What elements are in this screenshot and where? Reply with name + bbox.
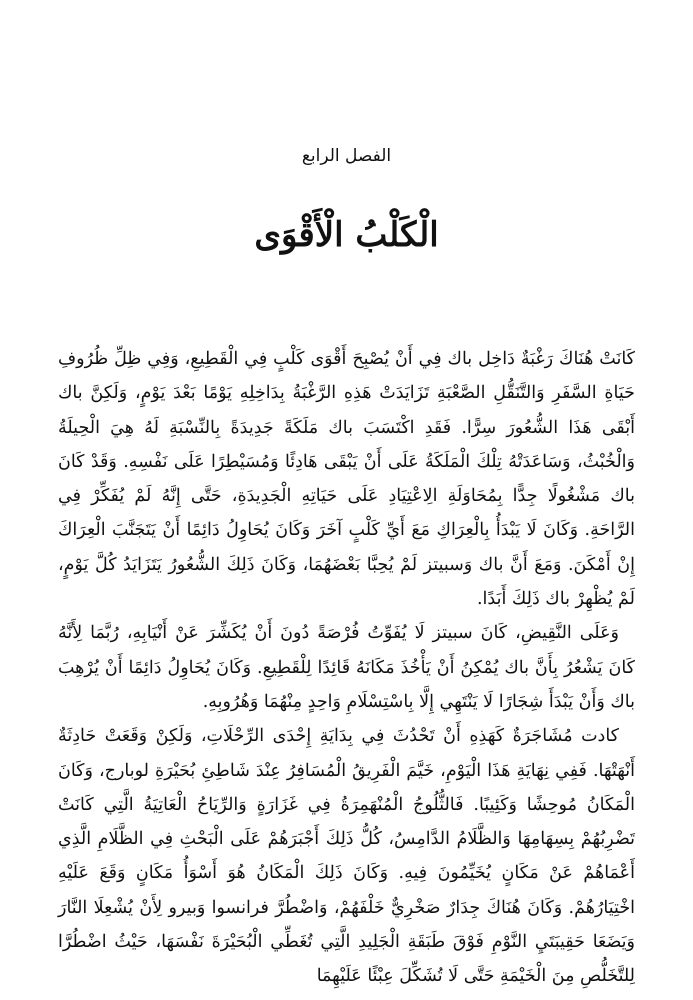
chapter-body	[58, 342, 635, 994]
paragraph: كَانَتْ هُنَاكَ رَغْبَةٌ دَاخِل باك فِي أَنْ يُصْبِحَ أَقْوَى كَلْبٍ فِي الْقَطِيعِ، وَفِي ظِلِّ ظُرُوفِ حَيَاةِ السَّفَرِ وَالتَّنَقُّلِ الصَّعْبَةِ تَزَايَدَتْ هَذِهِ الرَّغْبَةُ بِدَاخِلِهِ يَوْمًا بَعْدَ يَوْمٍ، وَلَكِنَّ باك أَبْقَى هَذَا الشُّعُورَ سِرًّا. فَقَدِ اكْتَسَبَ باك مَلَكَةً جَدِيدَةً بِالنِّسْبَةِ لَهُ هِيَ الْحِيلَةُ وَالْخُبْثُ، وَسَاعَدَتْهُ تِلْكَ الْمَلَكَةُ عَلَى أَنْ يَبْقَى هَادِئًا وَمُسَيْطِرًا عَلَى نَفْسِهِ. وَقَدْ كَانَ باك مَشْغُولًا جِدًّا بِمُحَاوَلَةِ الِاعْتِيَادِ عَلَى حَيَاتِهِ الْجَدِيدَةِ، حَتَّى إِنَّهُ لَمْ يُفَكِّرْ فِي الرَّاحَةِ. وَكَانَ لَا يَبْدَأُ بِالْعِرَاكِ مَعَ أَيِّ كَلْبٍ آخَرَ وَكَانَ يُحَاوِلُ دَائِمًا أَنْ يَتَجَنَّبَ الْعِرَاكَ إِنْ أَمْكَنَ. وَمَعَ أَنَّ باك وَسبيتز لَمْ يُحِبَّا بَعْضَهُمَا، وَكَانَ ذَلِكَ الشُّعُورُ يَتَزَايَدُ كُلَّ يَوْمٍ، لَمْ يُظْهِرْ باك ذَلِكَ أَبَدًا.	[58, 349, 635, 610]
paragraph: وَعَلَى النَّقِيضِ، كَانَ سبيتز لَا يُفَوِّتُ فُرْصَةً دُونَ أَنْ يُكَشِّرَ عَنْ أَنْيَابِهِ، رُبَّمَا لِأَنَّهُ كَانَ يَشْعُرُ بِأَنَّ باك يُمْكِنُ أَنْ يَأْخُذَ مَكَانَهُ قَائِدًا لِلْقَطِيعِ. وَكَانَ يُحَاوِلُ دَائِمًا أَنْ يُرْهِبَ باك وَأَنْ يَبْدَأَ شِجَارًا لَا يَنْتَهِي إِلَّا بِاسْتِسْلَامِ وَاحِدٍ مِنْهُمَا وَهُرُوبِهِ.	[58, 623, 635, 712]
paragraph: كادت مُشَاجَرَةٌ كَهَذِهِ أَنْ تَحْدُثَ فِي بِدَايَةِ إِحْدَى الرِّحْلَاتِ، وَلَكِنْ وَقَعَتْ حَادِثَةٌ أَنْهَتْهَا. فَفِي نِهَايَةِ هَذَا الْيَوْمِ، خَيَّمَ الْفَرِيقُ الْمُسَافِرُ عِنْدَ شَاطِئِ بُحَيْرَةِ لوبارج، وَكَانَ الْمَكَانُ مُوحِشًا وَكَئِيبًا. فَالثُّلُوجُ الْمُنْهَمِرَةُ فِي غَزَارَةٍ وَالرِّيَاحُ الْعَاتِيَةُ الَّتِي كَانَتْ تَضْرِبُهُمْ بِسِهَامِهَا وَالظَّلَامُ الدَّامِسُ، كُلُّ ذَلِكَ أَجْبَرَهُمْ عَلَى الْبَحْثِ فِي الظَّلَامِ الَّذِي أَعْمَاهُمْ عَنْ مَكَانٍ يُخَيِّمُونَ فِيهِ. وَكَانَ ذَلِكَ الْمَكَانُ هُوَ أَسْوَأُ مَكَانٍ وَقَعَ عَلَيْهِ اخْتِيَارُهُمْ. وَكَانَ هُنَاكَ جِدَارٌ صَخْرِيٌّ خَلْفَهُمْ، وَاضْطُرَّ فرانسوا وَبيرو لِأَنْ يُشْعِلَا النَّارَ وَيَضَعَا حَقِيبَتَيِ النَّوْمِ فَوْقَ طَبَقَةِ الْجَلِيدِ الَّتِي تُغَطِّي الْبُحَيْرَةَ نَفْسَهَا، حَيْثُ اضْطُرَّا لِلتَّخَلُّصِ مِنَ الْخَيْمَةِ حَتَّى لَا تُشَكِّلَ عِبْئًا عَلَيْهِمَا	[58, 726, 635, 987]
chapter-title: الْكَلْبُ الْأَقْوَى	[254, 215, 439, 255]
chapter-number-label: الفصل الرابع	[301, 146, 392, 166]
